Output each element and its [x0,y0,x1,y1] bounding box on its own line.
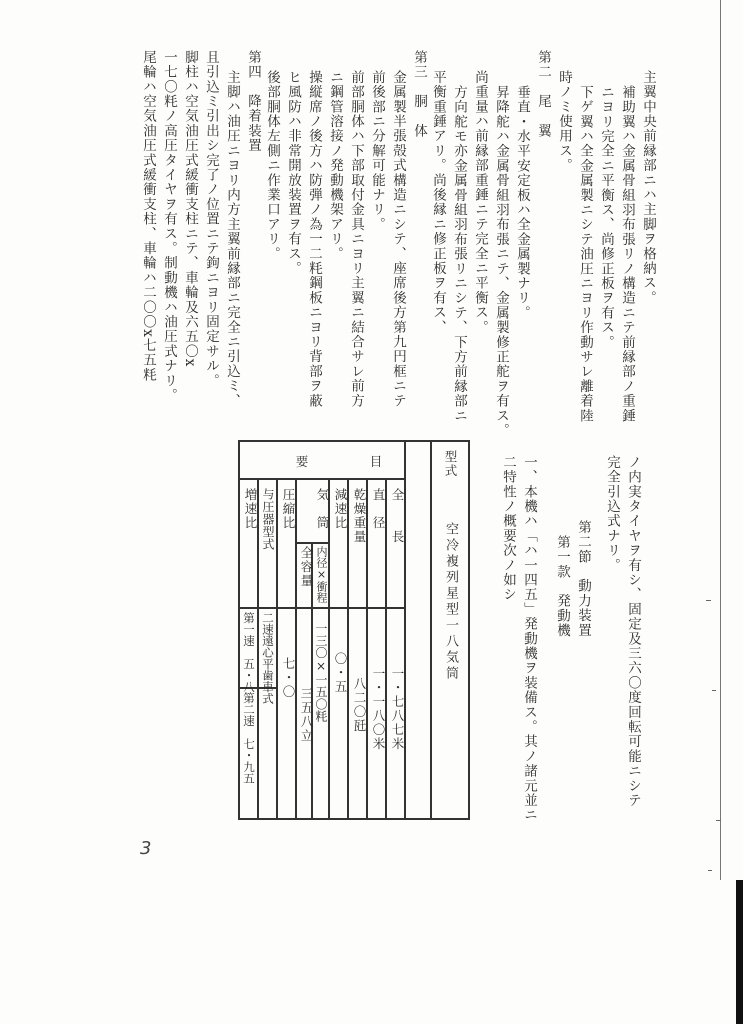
text-line: 操縦席ノ後方ハ防弾ノ為一二粍鋼板ニヨリ背部ヲ蔽 [306,70,322,409]
text-line: 主脚ハ油圧ニヨリ内方主翼前縁部ニ完全ニ引込ミ、 [224,70,240,409]
text-line: 二特性ノ概要次ノ如シ [500,455,516,602]
text-line: ノ内実タイヤヲ有シ、固定及三六〇度回転可能ニシテ [625,455,641,808]
row-value-total-volume: 三五八立 [299,687,314,743]
row-label-length: 全 長 [390,488,405,544]
row-label-bore-stroke: 内径×衝程 [315,546,328,603]
text-line: 前部胴体ハ下部取付金具ニヨリ主翼ニ結合サレ前方 [348,70,364,409]
text-line: ヒ風防ハ非常開放装置ヲ有ス。 [285,70,301,276]
text-line: 脚柱ハ空気油圧式緩衝支柱ニテ、車輪及六五〇x [182,50,198,368]
text-line: ニ鋼管溶接ノ発動機架アリ。 [327,70,343,262]
section-heading: 第四 降着装置 [245,50,261,153]
page-edge-line [720,0,721,880]
text-line: 下ゲ翼ハ全金属製ニシテ油圧ニヨリ作動サレ離着陸 [577,85,593,424]
row-value-speedup-second: 第二速 七・九五 [242,692,256,784]
row-value-weight: 八二〇瓩 [352,677,367,733]
row-label-total-volume: 全容量 [299,546,314,588]
row-label-weight: 乾燥重量 [352,488,367,544]
engine-type: 空冷複列星型一八気筒 [443,522,458,682]
text-line: 一七〇粍ノ高圧タイヤヲ有ス。制動機ハ油圧式ナリ。 [161,50,177,403]
row-value-diameter: 一・一八〇米 [371,667,386,751]
text-line: 且引込ミ引出シ完了ノ位置ニテ鉤ニヨリ固定サル。 [203,50,219,389]
table-header-items: 要 目 [295,454,389,469]
row-value-supercharger: 二速遠心平歯車式 [261,612,275,704]
engine-spec-table [238,440,470,820]
row-label-speedup: 増速比 [243,488,258,530]
scan-edge-bar [736,880,743,1024]
row-value-bore-stroke: 一三〇×一五〇粍 [314,622,328,723]
text-line: 補助翼ハ金属骨組羽布張リノ構造ニテ前縁部ノ重錘 [619,85,635,424]
margin-mark [716,820,721,821]
margin-mark [706,600,711,601]
text-line: 一、本機ハ「ハ一四五」発動機ヲ装備ス。其ノ諸元並ニ [521,455,537,823]
table-rule [430,442,432,818]
section-heading: 第二節 動力装置 [575,520,591,638]
text-line: 方向舵モ亦金属骨組羽布張リニシテ、下方前縁部ニ [451,85,467,424]
row-label-cylinder: 気 筒 [315,488,330,530]
table-rule [295,542,328,544]
margin-mark [712,690,716,691]
row-label-diameter: 直 径 [371,488,386,530]
text-line: 完全引込式ナリ。 [604,455,620,573]
text-line: 垂直・水平安定板ハ全金属製ナリ。 [514,85,530,321]
text-line: 尾輪ハ空気油圧式緩衝支柱、車輪ハ二〇〇x七五粍 [140,50,156,383]
row-label-compression: 圧縮比 [281,488,296,530]
margin-mark [708,870,712,871]
text-line: ニヨリ完全ニ平衡ス、尚修正板ヲ有ス。 [598,85,614,350]
section-heading: 第一款 発動機 [554,535,570,638]
table-header-type: 型式 [443,450,458,478]
row-label-supercharger: 与圧器型式 [261,488,275,551]
table-rule [240,607,404,609]
text-line: 尚重量ハ前縁部重錘ニテ完全ニ平衡ス。 [472,70,488,335]
text-line: 平衡重錘アリ。尚後縁ニ修正板ヲ有ス、 [430,70,446,335]
text-line: 昇降舵ハ金属骨組羽布張ニテ、金属製修正舵ヲ有ス。 [493,85,509,438]
section-heading: 第二 尾 翼 [535,50,551,139]
page-number: 3 [140,838,152,859]
text-line: 時ノミ使用ス。 [556,70,572,173]
row-value-reduction: 〇・五 [333,652,348,694]
section-heading: 第三 胴 体 [411,50,427,139]
row-value-length: 一・七八七米 [390,667,405,751]
text-line: 金属製半張殻式構造ニシテ、座席後方第九円框ニテ [390,70,406,409]
row-value-compression: 七・〇 [281,657,296,699]
text-line: 後部胴体左側ニ作業口アリ。 [264,70,280,262]
row-value-speedup-first: 第一速 五・八 [242,612,256,693]
text-line: 主翼中央前縁部ニハ主脚ヲ格納ス。 [640,70,656,306]
table-rule [240,478,404,480]
row-label-reduction: 減速比 [333,488,348,530]
text-line: 前後部ニ分解可能ナリ。 [369,70,385,232]
